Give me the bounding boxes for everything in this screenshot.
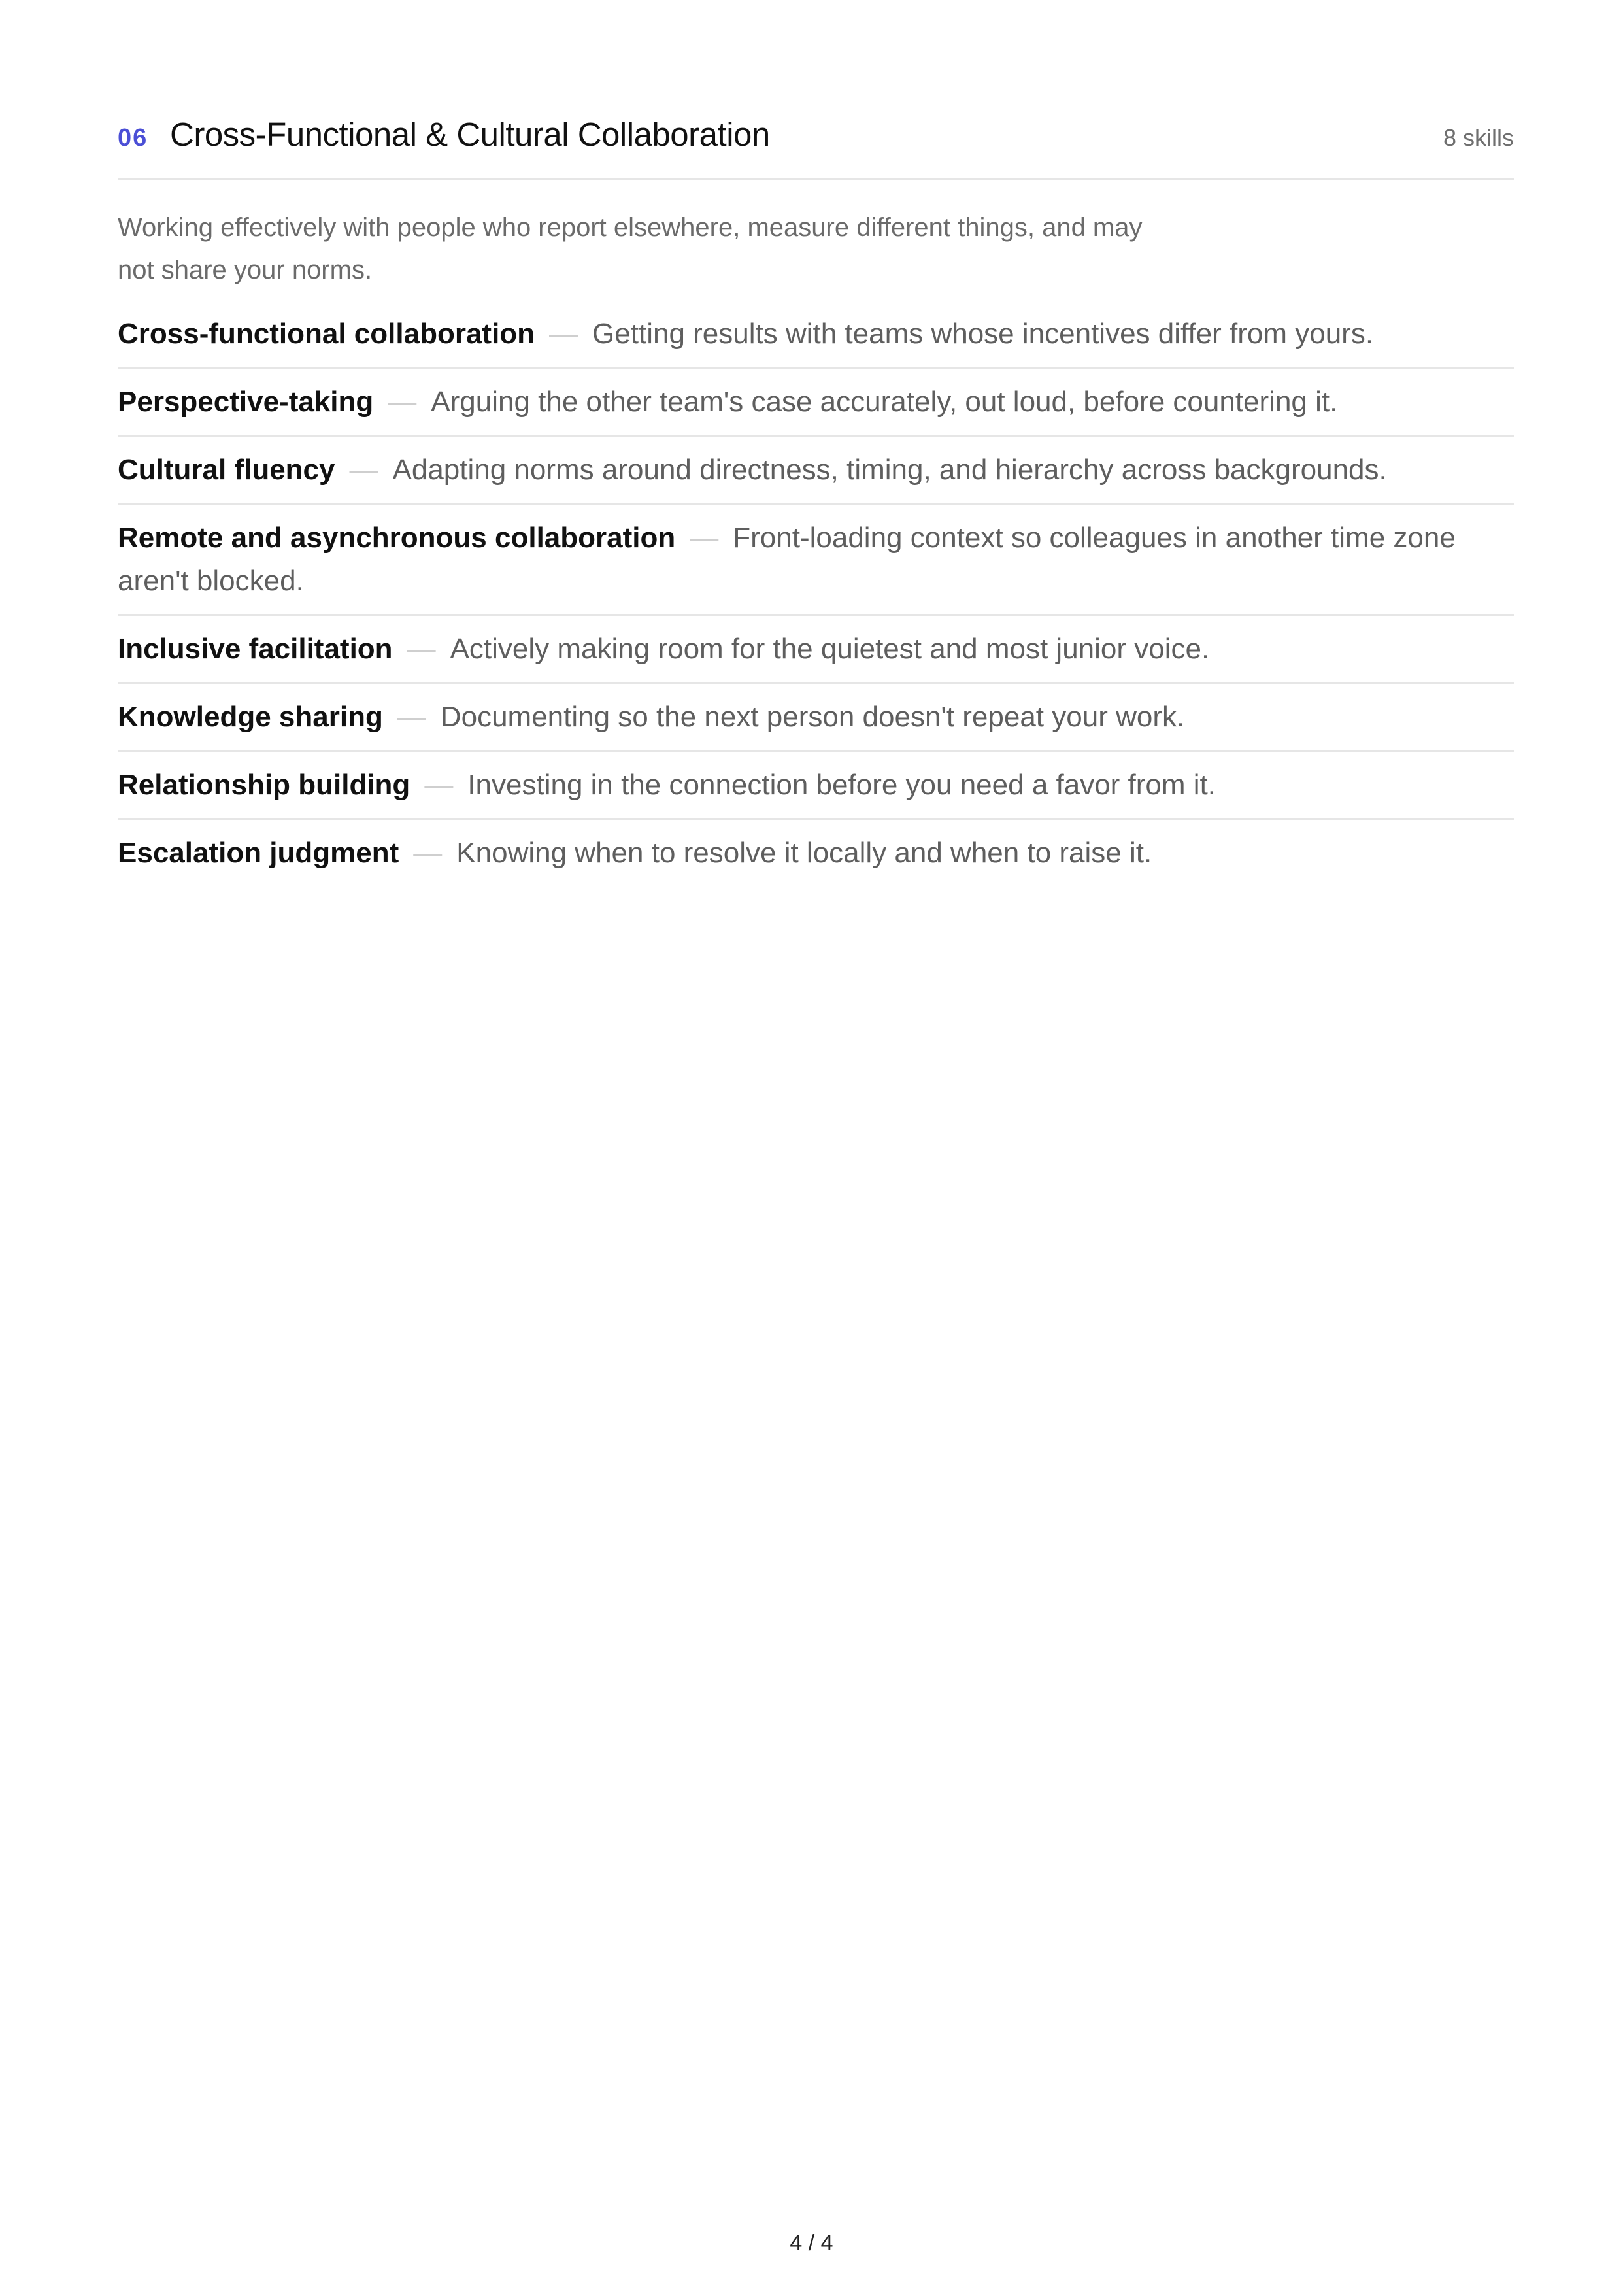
skill-row <box>118 684 1514 752</box>
skill-row <box>118 820 1514 886</box>
em-dash-separator: — <box>413 837 443 869</box>
em-dash-separator: — <box>397 701 426 733</box>
em-dash-separator: — <box>690 522 719 554</box>
em-dash-separator: — <box>407 633 436 665</box>
section-intro: Working effectively with people who report elsewhere, measure different things, and may not share your norms. <box>118 213 1143 284</box>
em-dash-separator: — <box>388 386 417 418</box>
skill-name: Remote and asynchronous collaboration <box>118 522 676 554</box>
skill-name: Inclusive facilitation <box>118 633 393 665</box>
skill-row <box>118 301 1514 369</box>
document-page <box>118 0 1514 886</box>
skill-description: Documenting so the next person doesn't repeat your work. <box>440 701 1185 733</box>
skill-count: 8 skills <box>1443 124 1514 151</box>
section-header <box>118 0 1514 180</box>
skill-name: Escalation judgment <box>118 837 399 869</box>
em-dash-separator: — <box>424 769 454 801</box>
skill-row <box>118 369 1514 437</box>
skill-row <box>118 505 1514 616</box>
skill-row <box>118 616 1514 684</box>
skill-name: Perspective-taking <box>118 386 374 418</box>
skill-name: Knowledge sharing <box>118 701 383 733</box>
skill-description: Knowing when to resolve it locally and when to raise it. <box>456 837 1152 869</box>
section-title: Cross-Functional & Cultural Collaboration <box>170 116 770 153</box>
page-number: 4 / 4 <box>790 2231 833 2255</box>
em-dash-separator: — <box>549 318 578 350</box>
skill-description: Front-loading context so colleagues in another time zone aren't blocked. <box>118 522 1456 597</box>
skill-description: Actively making room for the quietest and most junior voice. <box>450 633 1210 665</box>
skill-name: Cross-functional collaboration <box>118 318 535 350</box>
section-number: 06 <box>118 124 148 152</box>
skill-description: Investing in the connection before you need a favor from it. <box>467 769 1216 801</box>
skill-row <box>118 752 1514 820</box>
em-dash-separator: — <box>349 454 378 486</box>
skills-list <box>118 301 1514 886</box>
skill-name: Relationship building <box>118 769 410 801</box>
skill-name: Cultural fluency <box>118 454 335 486</box>
skill-description: Getting results with teams whose incentives differ from yours. <box>592 318 1374 350</box>
skill-description: Adapting norms around directness, timing, and hierarchy across backgrounds. <box>392 454 1387 486</box>
skill-description: Arguing the other team's case accurately, out loud, before countering it. <box>431 386 1338 418</box>
skill-row <box>118 437 1514 505</box>
